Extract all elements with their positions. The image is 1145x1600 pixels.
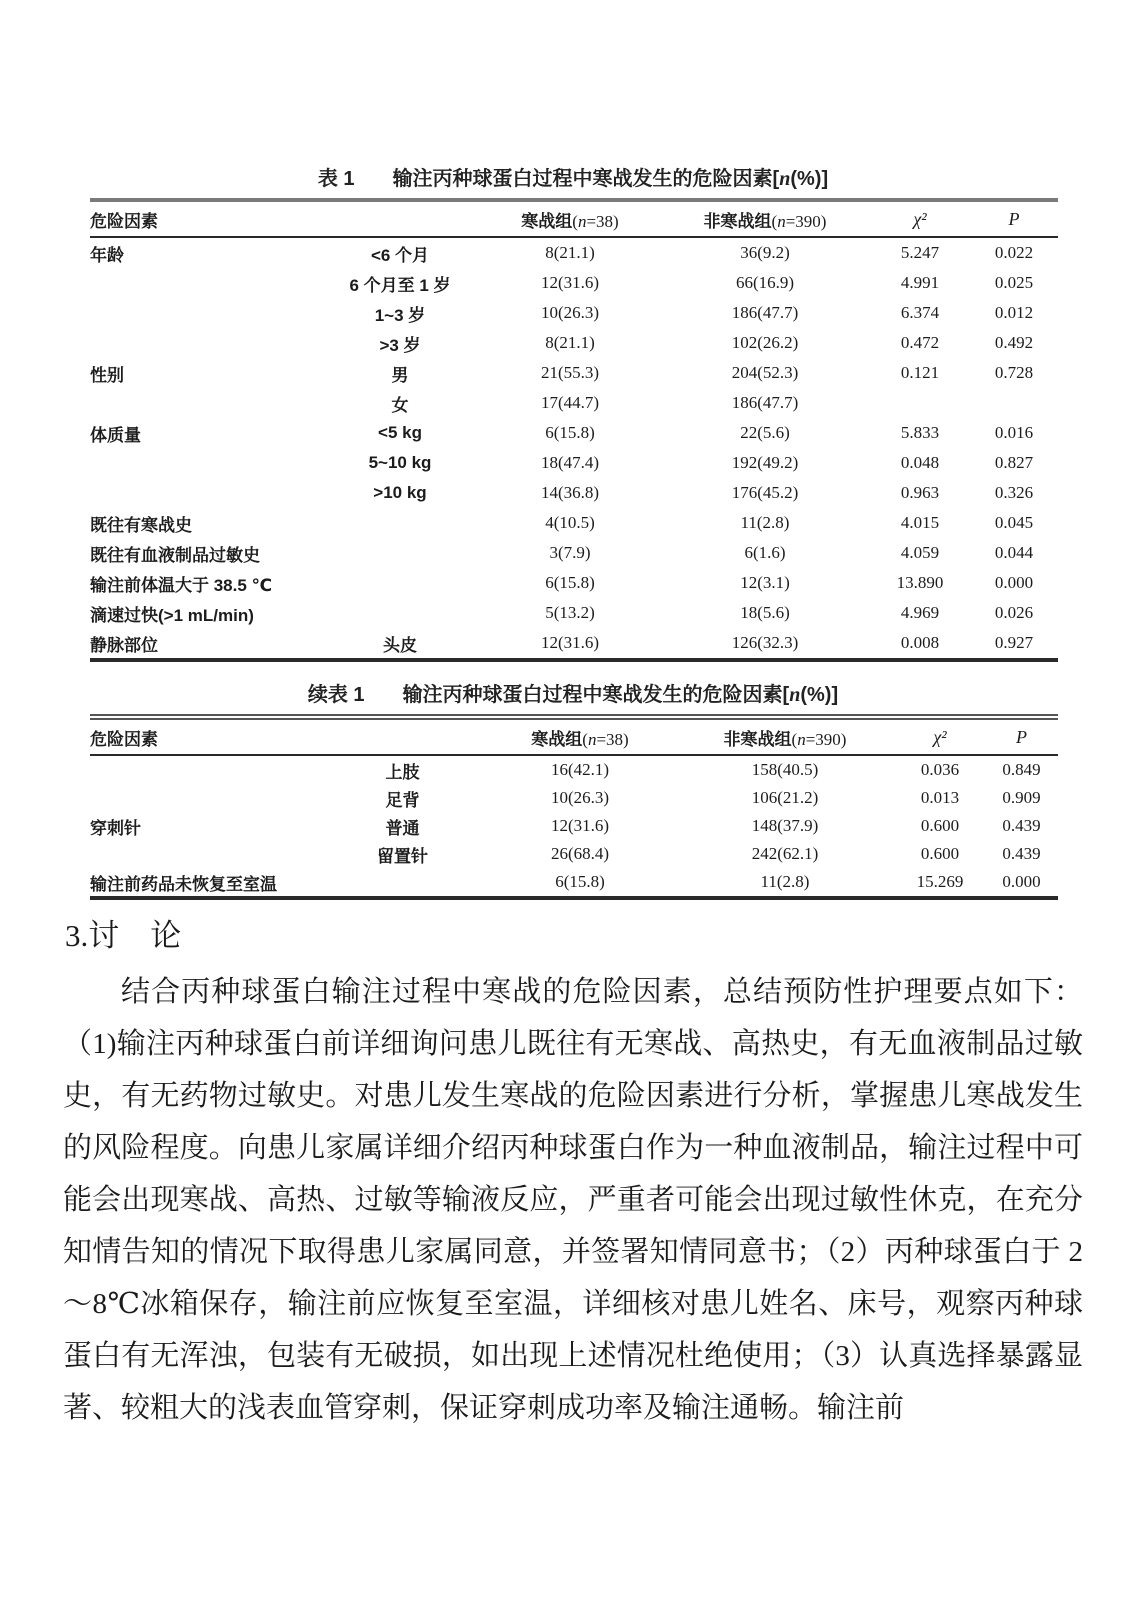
chill-group-cell: 18(47.4) xyxy=(540,453,600,472)
table-row xyxy=(90,358,1058,388)
chi-square-cell: 6.374 xyxy=(900,303,940,322)
chill-group-cell: 4(10.5) xyxy=(545,513,595,532)
risk-factor-cell: 滴速过快(>1 mL/min) xyxy=(90,605,254,625)
table-row xyxy=(90,568,1058,598)
risk-factor-cell: 体质量 xyxy=(90,425,141,445)
risk-factor-cell xyxy=(90,755,320,784)
sub-factor-cell: 1~3 岁 xyxy=(374,305,426,325)
table-row xyxy=(90,448,1058,478)
sub-factor-cell: <5 kg xyxy=(378,423,422,442)
nonchill-group-cell: 186(47.7) xyxy=(731,303,799,322)
chill-group-cell: 8(21.1) xyxy=(545,243,595,262)
table1-caption-label: 表 1 xyxy=(317,168,355,190)
risk-factor-cell xyxy=(90,298,320,328)
nonchill-group-cell: 11(2.8) xyxy=(740,513,790,532)
p-value-cell: 0.000 xyxy=(1002,872,1041,891)
chi-square-cell: 0.048 xyxy=(900,453,940,472)
chill-group-cell: 26(68.4) xyxy=(550,844,610,863)
table-row xyxy=(90,328,1058,358)
nonchill-group-cell: 36(9.2) xyxy=(740,243,790,262)
chi-square-cell: 0.600 xyxy=(920,844,960,863)
nonchill-group-cell: 242(62.1) xyxy=(751,844,819,863)
table-row xyxy=(90,784,1058,812)
sub-factor-cell: 普通 xyxy=(385,818,420,838)
table1-col-p-value: P xyxy=(970,200,1058,237)
p-value-cell: 0.022 xyxy=(994,243,1034,262)
chi-square-cell xyxy=(870,388,970,418)
table2-caption-title: 输注丙种球蛋白过程中寒战发生的危险因素[n(%)] xyxy=(402,684,839,706)
chill-group-cell: 10(26.3) xyxy=(540,303,600,322)
sub-factor-cell xyxy=(320,568,480,598)
table-row xyxy=(90,268,1058,298)
chi-square-cell: 13.890 xyxy=(896,573,944,592)
p-value-cell: 0.326 xyxy=(994,483,1034,502)
table-row xyxy=(90,478,1058,508)
risk-factor-cell: 既往有寒战史 xyxy=(90,515,192,535)
p-value-cell: 0.026 xyxy=(994,603,1034,622)
table2-col-chi-square: χ² xyxy=(895,717,985,755)
discussion-heading: 3.讨 论 xyxy=(65,918,182,953)
table-row xyxy=(90,508,1058,538)
p-value-cell: 0.927 xyxy=(994,633,1034,652)
risk-factor-cell xyxy=(90,388,320,418)
nonchill-group-cell: 176(45.2) xyxy=(731,483,799,502)
chill-group-cell: 8(21.1) xyxy=(545,333,595,352)
table2-col-nonchill-group: 非寒战组(n=390) xyxy=(675,717,895,755)
p-value-cell: 0.025 xyxy=(994,273,1034,292)
table1-caption-title: 输注丙种球蛋白过程中寒战发生的危险因素[n(%)] xyxy=(392,168,829,190)
risk-factor-cell: 既往有血液制品过敏史 xyxy=(90,545,260,565)
sub-factor-cell: 女 xyxy=(391,395,409,415)
risk-factor-cell: 性别 xyxy=(90,365,124,385)
risk-factor-cell xyxy=(90,784,320,812)
sub-factor-cell: 足背 xyxy=(385,790,420,810)
discussion-paragraph: 结合丙种球蛋白输注过程中寒战的危险因素，总结预防性护理要点如下：（1)输注丙种球蛋白前详细询问患儿既往有无寒战、高热史，有无血液制品过敏史，有无药物过敏史。对患儿发生寒战的危险因素进行分析，掌握患儿寒战发生的风险程度。向患儿家属详细介绍丙种球蛋白作为一种血液制品，输注过程中可能会出现寒战、高热、过敏等输液反应，严重者可能会出现过敏性休克，在充分知情告知的情况下取得患儿家属同意，并签署知情同意书；（2）丙种球蛋白于 2～8℃冰箱保存，输注前应恢复至室温，详细核对患儿姓名、床号，观察丙种球蛋白有无浑浊，包装有无破损，如出现上述情况杜绝使用；（3）认真选择暴露显著、较粗大的浅表血管穿刺，保证穿刺成功率及输注通畅。输注前 xyxy=(63,976,1083,1424)
chi-square-cell: 4.059 xyxy=(900,543,940,562)
chill-group-cell: 6(15.8) xyxy=(555,872,605,891)
table-row xyxy=(90,388,1058,418)
p-value-cell: 0.849 xyxy=(1002,760,1041,779)
table1-risk-factors xyxy=(90,198,1058,662)
nonchill-group-cell: 148(37.9) xyxy=(751,816,819,835)
p-value-cell: 0.909 xyxy=(1002,788,1041,807)
sub-factor-cell xyxy=(320,508,480,538)
risk-factor-cell xyxy=(90,448,320,478)
table1-col-nonchill-group: 非寒战组(n=390) xyxy=(660,200,870,237)
sub-factor-cell: 上肢 xyxy=(385,762,420,782)
p-value-cell: 0.492 xyxy=(994,333,1034,352)
sub-factor-cell: <6 个月 xyxy=(370,245,430,265)
risk-factor-cell xyxy=(90,328,320,358)
risk-factor-cell xyxy=(90,840,320,868)
sub-factor-cell: 男 xyxy=(391,365,409,385)
table1-col-chill-group: 寒战组(n=38) xyxy=(480,200,660,237)
table-row xyxy=(90,598,1058,628)
sub-factor-cell xyxy=(320,598,480,628)
table-row xyxy=(90,840,1058,868)
chill-group-cell: 6(15.8) xyxy=(545,423,595,442)
chill-group-cell: 12(31.6) xyxy=(540,273,600,292)
table1-caption xyxy=(63,166,1083,192)
chill-group-cell: 21(55.3) xyxy=(540,363,600,382)
chi-square-cell: 4.991 xyxy=(900,273,940,292)
table1-col-chi-square: χ² xyxy=(870,200,970,237)
risk-factor-cell: 年龄 xyxy=(90,245,124,265)
risk-factor-cell xyxy=(90,268,320,298)
chi-square-cell: 5.247 xyxy=(900,243,940,262)
table-row xyxy=(90,298,1058,328)
nonchill-group-cell: 192(49.2) xyxy=(731,453,799,472)
risk-factor-cell: 输注前体温大于 38.5 ℃ xyxy=(90,575,273,595)
sub-factor-cell: 头皮 xyxy=(383,635,417,655)
chill-group-cell: 3(7.9) xyxy=(549,543,591,562)
table-row xyxy=(90,755,1058,784)
nonchill-group-cell: 11(2.8) xyxy=(760,872,810,891)
sub-factor-cell: 6 个月至 1 岁 xyxy=(349,275,451,295)
table2-col-chill-group: 寒战组(n=38) xyxy=(485,717,675,755)
nonchill-group-cell: 102(26.2) xyxy=(731,333,799,352)
chi-square-cell: 0.013 xyxy=(920,788,960,807)
table2-caption-label: 续表 1 xyxy=(307,684,365,706)
table2-risk-factors-continued xyxy=(90,714,1058,900)
p-value-cell: 0.016 xyxy=(994,423,1034,442)
chi-square-cell: 0.472 xyxy=(900,333,940,352)
chill-group-cell: 12(31.6) xyxy=(550,816,610,835)
p-value-cell: 0.045 xyxy=(994,513,1034,532)
chill-group-cell: 17(44.7) xyxy=(540,393,600,412)
chi-square-cell: 0.600 xyxy=(920,816,960,835)
chi-square-cell: 15.269 xyxy=(916,872,964,891)
chi-square-cell: 0.008 xyxy=(900,633,940,652)
chi-square-cell: 0.121 xyxy=(900,363,940,382)
chill-group-cell: 16(42.1) xyxy=(550,760,610,779)
table2-col-p-value: P xyxy=(985,717,1058,755)
p-value-cell: 0.728 xyxy=(994,363,1034,382)
risk-factor-cell: 穿刺针 xyxy=(90,818,141,838)
p-value-cell: 0.044 xyxy=(994,543,1034,562)
p-value-cell xyxy=(970,388,1058,418)
table2-caption xyxy=(63,682,1083,708)
sub-factor-cell xyxy=(320,868,485,898)
p-value-cell: 0.827 xyxy=(994,453,1034,472)
table-row xyxy=(90,418,1058,448)
risk-factor-cell: 输注前药品未恢复至室温 xyxy=(90,874,277,894)
sub-factor-cell: >10 kg xyxy=(373,483,427,502)
table-row xyxy=(90,868,1058,898)
chi-square-cell: 0.036 xyxy=(920,760,960,779)
table2-header-row xyxy=(90,717,1058,755)
chill-group-cell: 12(31.6) xyxy=(540,633,600,652)
chi-square-cell: 4.015 xyxy=(900,513,940,532)
nonchill-group-cell: 22(5.6) xyxy=(740,423,790,442)
nonchill-group-cell: 6(1.6) xyxy=(744,543,786,562)
p-value-cell: 0.000 xyxy=(994,573,1034,592)
nonchill-group-cell: 158(40.5) xyxy=(751,760,819,779)
chill-group-cell: 6(15.8) xyxy=(545,573,595,592)
nonchill-group-cell: 18(5.6) xyxy=(740,603,790,622)
chill-group-cell: 5(13.2) xyxy=(545,603,595,622)
chill-group-cell: 14(36.8) xyxy=(540,483,600,502)
chi-square-cell: 5.833 xyxy=(900,423,940,442)
risk-factor-cell xyxy=(90,478,320,508)
sub-factor-cell xyxy=(320,538,480,568)
table-row xyxy=(90,628,1058,660)
nonchill-group-cell: 186(47.7) xyxy=(731,393,799,412)
chi-square-cell: 0.963 xyxy=(900,483,940,502)
nonchill-group-cell: 66(16.9) xyxy=(735,273,795,292)
sub-factor-cell: 留置针 xyxy=(377,846,428,866)
table2-col-factor: 危险因素 xyxy=(90,717,485,755)
table1-col-factor: 危险因素 xyxy=(90,200,480,237)
table-row xyxy=(90,237,1058,268)
table-row xyxy=(90,812,1058,840)
p-value-cell: 0.439 xyxy=(1002,816,1041,835)
table-row xyxy=(90,538,1058,568)
sub-factor-cell: 5~10 kg xyxy=(368,453,432,472)
nonchill-group-cell: 204(52.3) xyxy=(731,363,799,382)
chill-group-cell: 10(26.3) xyxy=(550,788,610,807)
risk-factor-cell: 静脉部位 xyxy=(90,635,158,655)
nonchill-group-cell: 12(3.1) xyxy=(740,573,790,592)
nonchill-group-cell: 126(32.3) xyxy=(731,633,799,652)
p-value-cell: 0.439 xyxy=(1002,844,1041,863)
chi-square-cell: 4.969 xyxy=(900,603,940,622)
sub-factor-cell: >3 岁 xyxy=(379,335,421,355)
nonchill-group-cell: 106(21.2) xyxy=(751,788,819,807)
table1-header-row xyxy=(90,200,1058,237)
p-value-cell: 0.012 xyxy=(994,303,1034,322)
